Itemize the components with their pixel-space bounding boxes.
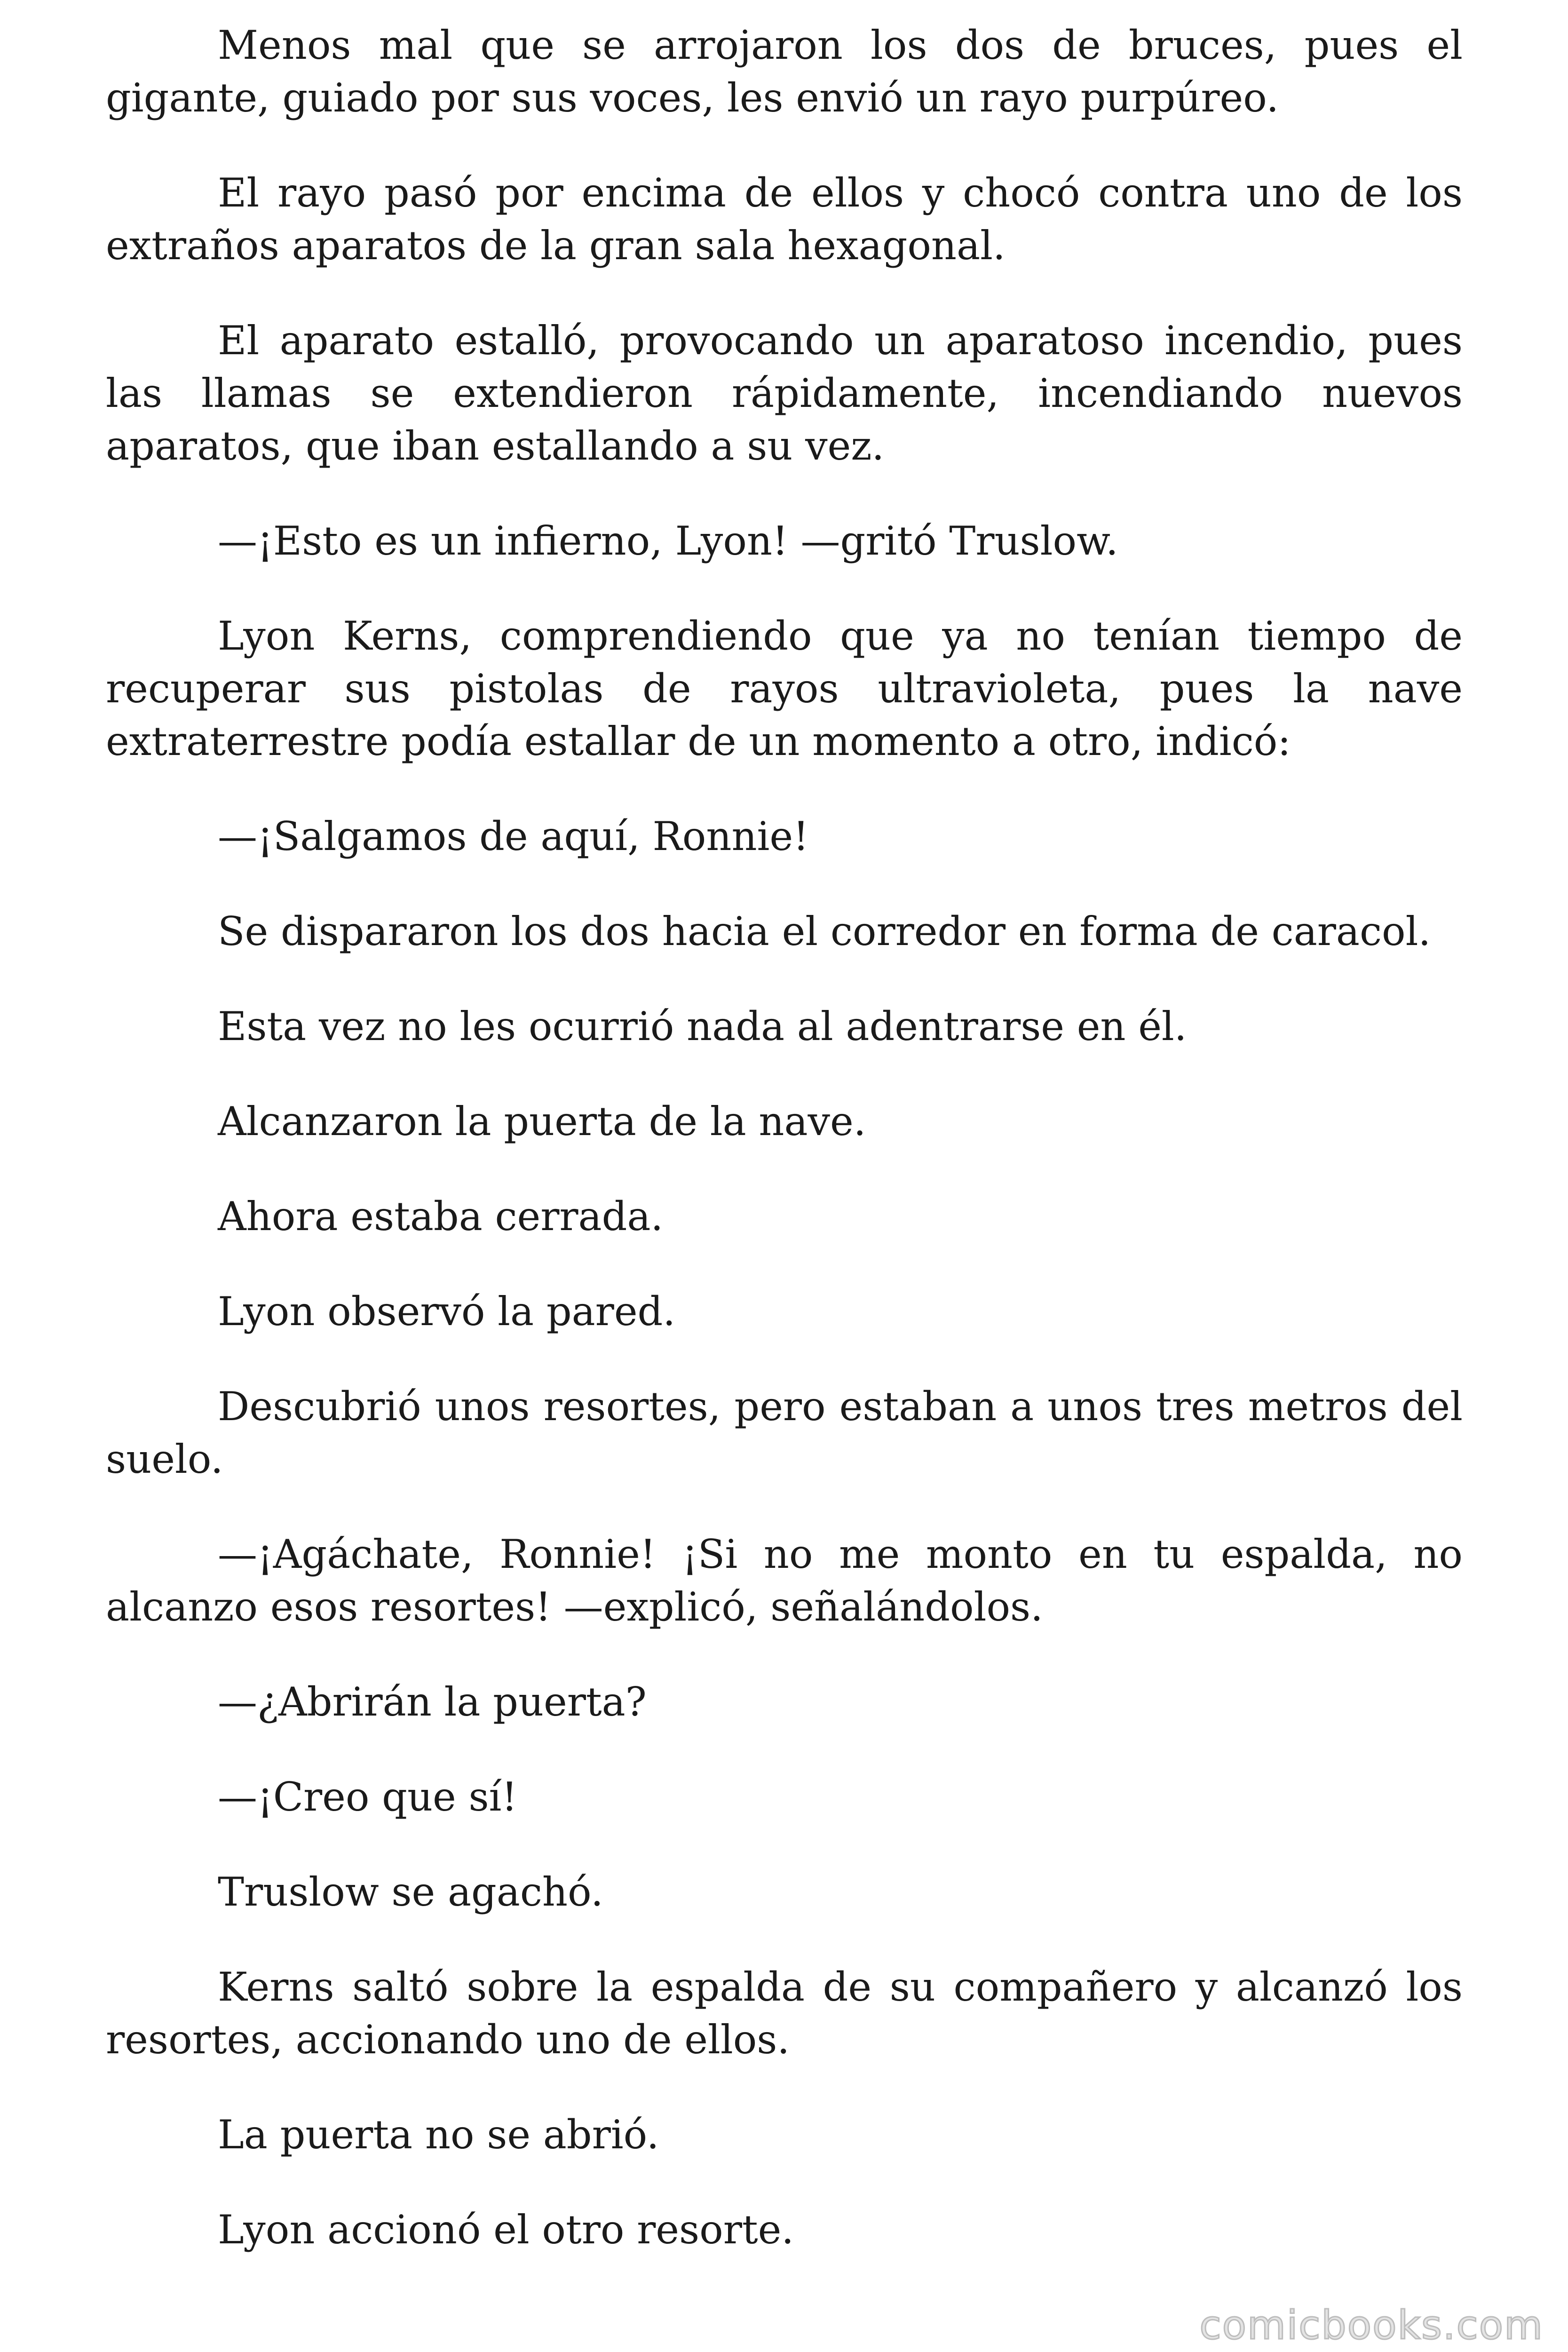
paragraph-11: Lyon observó la pared.: [218, 1288, 676, 1335]
paragraph-14: —¿Abrirán la puerta?: [218, 1679, 647, 1725]
paragraph-18: La puerta no se abrió.: [218, 2112, 659, 2158]
paragraph-15: —¡Creo que sí!: [218, 1774, 518, 1820]
paragraph-2: El rayo pasó por encima de ellos y chocó contra uno de los extraños aparatos de la gran sala hexagonal.: [106, 170, 1463, 269]
paragraph-16: Truslow se agachó.: [218, 1869, 603, 1915]
paragraph-9: Alcanzaron la puerta de la nave.: [218, 1098, 866, 1144]
paragraph-4: —¡Esto es un infierno, Lyon! —gritó Truslow.: [218, 518, 1118, 564]
paragraph-17: Kerns saltó sobre la espalda de su compañero y alcanzó los resortes, accionando uno de ellos.: [106, 1964, 1463, 2063]
book-page-text: [106, 19, 1463, 2298]
paragraph-7: Se dispararon los dos hacia el corredor en forma de caracol.: [218, 908, 1431, 954]
paragraph-1: Menos mal que se arrojaron los dos de bruces, pues el gigante, guiado por sus voces, les envió un rayo purpúreo.: [106, 22, 1463, 121]
watermark-text: comicbooks.com: [1199, 2302, 1544, 2348]
paragraph-13: —¡Agáchate, Ronnie! ¡Si no me monto en tu espalda, no alcanzo esos resortes! —explicó, señalándolos.: [106, 1531, 1463, 1630]
paragraph-12: Descubrió unos resortes, pero estaban a unos tres metros del suelo.: [106, 1383, 1463, 1482]
paragraph-3: El aparato estalló, provocando un aparatoso incendio, pues las llamas se extendieron rápidamente, incendiando nuevos aparatos, que iban estallando a su vez.: [106, 318, 1463, 469]
paragraph-19: Lyon accionó el otro resorte.: [218, 2207, 794, 2253]
paragraph-10: Ahora estaba cerrada.: [218, 1193, 664, 1240]
paragraph-5: Lyon Kerns, comprendiendo que ya no tenían tiempo de recuperar sus pistolas de rayos ultravioleta, pues la nave extraterrestre podía estallar de un momento a otro, indicó:: [106, 613, 1463, 764]
paragraph-8: Esta vez no les ocurrió nada al adentrarse en él.: [218, 1003, 1187, 1049]
paragraph-6: —¡Salgamos de aquí, Ronnie!: [218, 813, 809, 859]
